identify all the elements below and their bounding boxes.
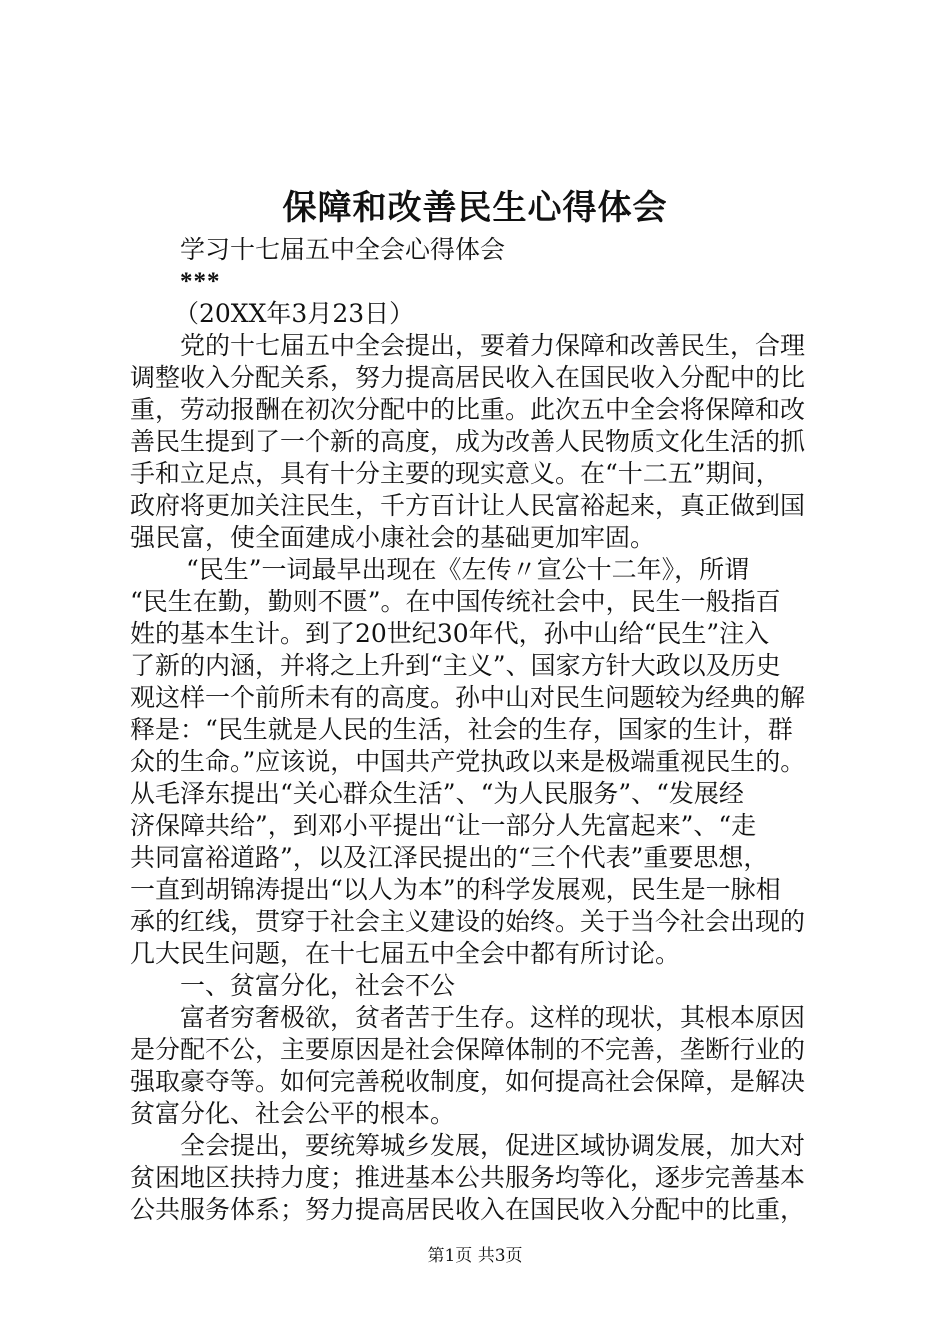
- text-line: “民生在勤，勤则不匮”。在中国传统社会中，民生一般指百: [130, 587, 781, 616]
- paragraph: [130, 554, 860, 970]
- text-line: 观这样一个前所未有的高度。孙中山对民生问题较为经典的解: [130, 683, 806, 712]
- text-line: 释是：“民生就是人民的生活，社会的生存，国家的生计，群: [130, 715, 793, 744]
- text-line: 富者穷奢极欲，贫者苦于生存。这样的现状，其根本原因: [180, 1003, 806, 1032]
- text-line: 一、贫富分化，社会不公: [180, 971, 456, 1000]
- text-line: 党的十七届五中全会提出，要着力保障和改善民生，合理: [180, 331, 806, 360]
- text-line: 姓的基本生计。到了20世纪30年代，孙中山给“民生”注入: [130, 619, 770, 648]
- text-line: 是分配不公，主要原因是社会保障体制的不完善，垄断行业的: [130, 1035, 806, 1064]
- text-line: 济保障共给”，到邓小平提出“让一部分人先富起来”、“走: [130, 811, 757, 840]
- date: （20XX年3月23日）: [174, 299, 415, 328]
- text-line: 强民富，使全面建成小康社会的基础更加牢固。: [130, 523, 656, 552]
- text-line: “民生”一词最早出现在《左传〃宣公十二年》，所谓: [186, 555, 750, 584]
- text-line: 手和立足点，具有十分主要的现实意义。在“十二五”期间，: [130, 459, 781, 488]
- text-line: 从毛泽东提出“关心群众生活”、“为人民服务”、“发展经: [130, 779, 744, 808]
- subtitle: 学习十七届五中全会心得体会: [180, 235, 506, 264]
- text-line: 重，劳动报酬在初次分配中的比重。此次五中全会将保障和改: [130, 395, 806, 424]
- text-line: 众的生命。”应该说，中国共产党执政以来是极端重视民生的。: [130, 747, 806, 776]
- text-line: 几大民生问题，在十七届五中全会中都有所讨论。: [130, 939, 681, 968]
- text-line: 调整收入分配关系，努力提高居民收入在国民收入分配中的比: [130, 363, 806, 392]
- text-line: 贫困地区扶持力度；推进基本公共服务均等化，逐步完善基本: [130, 1163, 806, 1192]
- text-line: 强取豪夺等。如何完善税收制度，如何提高社会保障，是解决: [130, 1067, 806, 1096]
- document-body: [130, 234, 860, 1226]
- paragraph: [130, 1002, 860, 1130]
- text-line: 全会提出，要统筹城乡发展，促进区域协调发展，加大对: [180, 1131, 806, 1160]
- paragraph: [130, 1130, 860, 1226]
- text-line: 善民生提到了一个新的高度，成为改善人民物质文化生活的抓: [130, 427, 806, 456]
- author: ***: [180, 268, 221, 295]
- text-line: 公共服务体系；努力提高居民收入在国民收入分配中的比重，: [130, 1195, 806, 1224]
- text-line: 政府将更加关注民生，千方百计让人民富裕起来，真正做到国: [130, 491, 806, 520]
- text-line: 了新的内涵，并将之上升到“主义”、国家方针大政以及历史: [130, 651, 781, 680]
- paragraph: [130, 330, 860, 554]
- text-line: 贫富分化、社会公平的根本。: [130, 1099, 456, 1128]
- page-footer: 第1页 共3页: [427, 1246, 523, 1266]
- document-title: 保障和改善民生心得体会: [282, 188, 668, 228]
- section-heading: [130, 970, 860, 1002]
- text-line: 承的红线，贯穿于社会主义建设的始终。关于当今社会出现的: [130, 907, 806, 936]
- text-line: 共同富裕道路”，以及江泽民提出的“三个代表”重要思想，: [130, 843, 769, 872]
- text-line: 一直到胡锦涛提出“以人为本”的科学发展观，民生是一脉相: [130, 875, 781, 904]
